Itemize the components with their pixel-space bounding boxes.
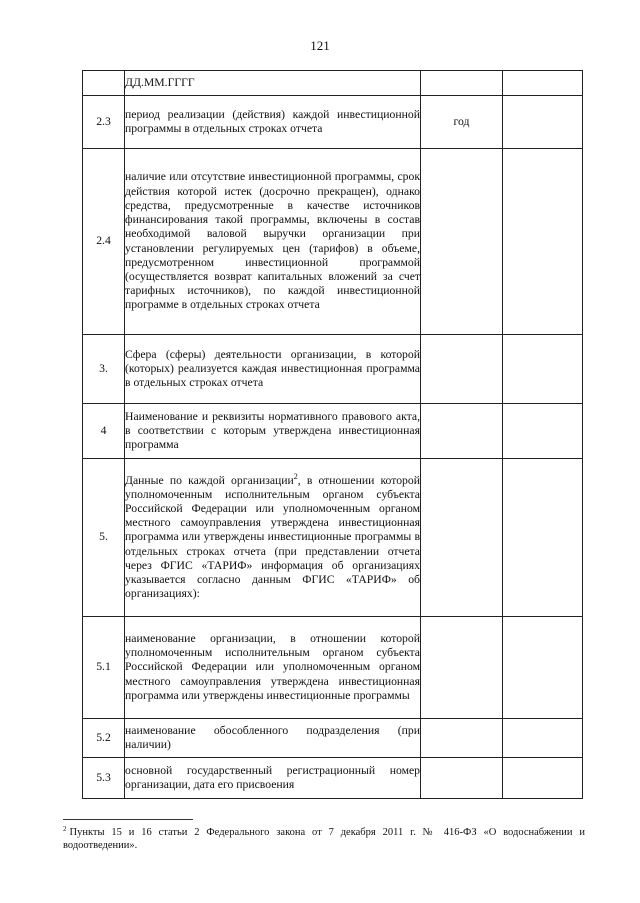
row-number: 2.3	[83, 96, 125, 149]
table-row	[83, 404, 583, 459]
row-unit	[421, 149, 503, 335]
table-row	[83, 459, 583, 617]
row-description-part: Данные по каждой организации	[125, 473, 294, 487]
row-unit	[421, 335, 503, 404]
row-value	[503, 617, 583, 719]
row-value	[503, 71, 583, 96]
row-description: ДД.ММ.ГГГГ	[125, 71, 421, 96]
row-description: Сфера (сферы) деятельности организации, в которой (которых) реализуется каждая инвестиционная программа в отдельных строках отчета	[125, 335, 421, 404]
row-description: наличие или отсутствие инвестиционной программы, срок действия которой истек (досрочно прекращен), однако средства, предусмотренные в качестве источников финансирования такой программы, включены в состав необходимой валовой выручки организации при установлении регулируемых цен (тарифов) в объеме, предусмотренном инвестиционной программой (осуществляется возврат капитальных вложений за счет тарифных источников), по каждой инвестиционной программе в отдельных строках отчета	[125, 149, 421, 335]
row-value	[503, 459, 583, 617]
row-number: 5.2	[83, 719, 125, 758]
row-value	[503, 149, 583, 335]
row-number: 2.4	[83, 149, 125, 335]
row-unit	[421, 71, 503, 96]
row-description: период реализации (действия) каждой инвестиционной программы в отдельных строках отчета	[125, 96, 421, 149]
table-row	[83, 719, 583, 758]
row-description: наименование организации, в отношении которой уполномоченным исполнительным органом субъекта Российской Федерации или уполномоченным органом местного самоуправления утверждена инвестиционная программа или утверждены инвестиционные программы	[125, 617, 421, 719]
row-number: 3.	[83, 335, 125, 404]
row-value	[503, 404, 583, 459]
table-row	[83, 96, 583, 149]
row-value	[503, 758, 583, 799]
row-number: 5.1	[83, 617, 125, 719]
footnote-text: Пункты 15 и 16 статьи 2 Федерального закона от 7 декабря 2011 г. № 416-ФЗ «О водоснабжении и водоотведении».	[63, 827, 585, 851]
row-number: 5.3	[83, 758, 125, 799]
row-unit: год	[421, 96, 503, 149]
row-description: основной государственный регистрационный номер организации, дата его присвоения	[125, 758, 421, 799]
row-unit	[421, 719, 503, 758]
row-unit	[421, 404, 503, 459]
table-row	[83, 71, 583, 96]
page-number: 121	[310, 38, 330, 53]
row-description: Наименование и реквизиты нормативного правового акта, в соответствии с которым утверждена инвестиционная программа	[125, 404, 421, 459]
row-value	[503, 719, 583, 758]
table-row	[83, 149, 583, 335]
row-number	[83, 71, 125, 96]
footnote-divider	[63, 819, 193, 820]
row-unit	[421, 617, 503, 719]
row-description: наименование обособленного подразделения (при наличии)	[125, 719, 421, 758]
table-row	[83, 335, 583, 404]
footnote	[63, 826, 585, 852]
footnote-mark: 2	[63, 824, 67, 833]
row-description	[125, 459, 421, 617]
row-unit	[421, 758, 503, 799]
table-row	[83, 758, 583, 799]
row-description-part: , в отношении которой уполномоченным исполнительным органом субъекта Российской Федерации или уполномоченным органом местного самоуправления утверждена инвестиционная программа или утверждены инвестиционные программы в отдельных строках отчета (при представлении отчета через ФГИС «ТАРИФ» информация об организациях указывается согласно данным ФГИС «ТАРИФ» об организациях):	[125, 473, 420, 601]
footnote-reference: 2	[293, 471, 298, 481]
table-row	[83, 617, 583, 719]
row-value	[503, 335, 583, 404]
row-number: 4	[83, 404, 125, 459]
row-number: 5.	[83, 459, 125, 617]
report-table	[82, 70, 583, 799]
row-value	[503, 96, 583, 149]
row-unit	[421, 459, 503, 617]
